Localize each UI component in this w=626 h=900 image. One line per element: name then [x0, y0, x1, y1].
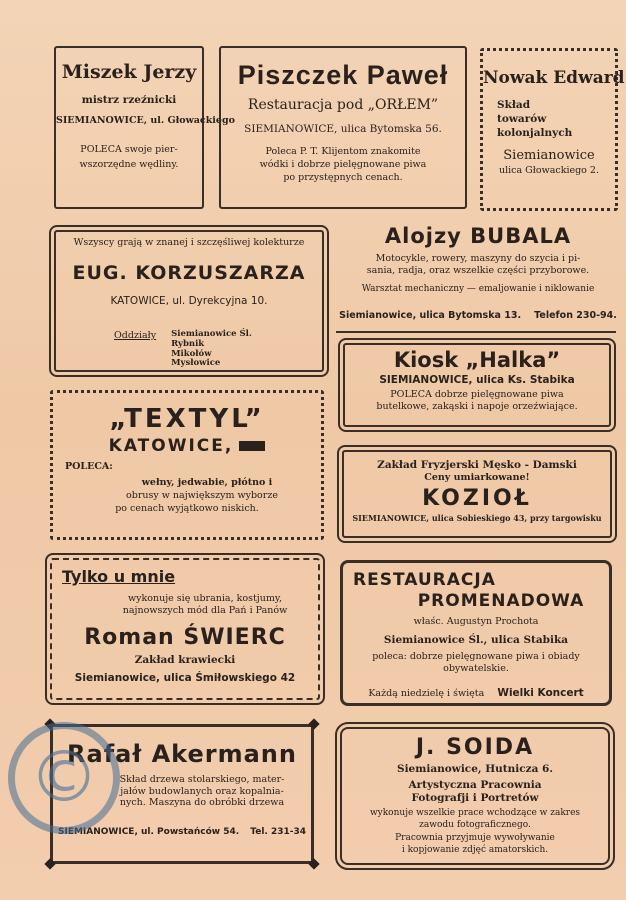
branches-label: Oddziały [114, 330, 157, 341]
branch-item: Rybnik [171, 338, 205, 349]
ad-text: RESTAURACJA [353, 570, 496, 590]
ad-text: wszorzędne wędliny. [79, 158, 179, 170]
ad-text: SIEMIANOWICE, ulica Bytomska 56. [244, 123, 442, 136]
ad-text: Siemianowice, ulica Śmiłowskiego 42 [74, 671, 296, 684]
ad-piszczek [219, 46, 467, 209]
ad-text: obrusy w największym wyborze [126, 490, 278, 502]
ad-text: POLECA swoje pier- [80, 143, 178, 155]
ad-name: „TEXTYL” [109, 404, 265, 434]
city: KATOWICE, [108, 435, 234, 456]
ad-text: Siemianowice, ulica Bytomska 13. [339, 310, 522, 322]
ad-bubala [336, 224, 620, 330]
ad-text: Restauracja pod „ORŁEM” [247, 97, 439, 114]
ad-text: butelkowe, zakąski i napoje orzeźwiające. [376, 401, 578, 413]
ad-text: właśc. Augustyn Prochota [413, 616, 539, 628]
ad-text: Skład [497, 98, 531, 111]
ad-head: Tylko u mnie [62, 567, 176, 586]
ad-text: Ceny umiarkowane! [424, 472, 530, 484]
ad-text [53, 437, 321, 457]
ad-name: EUG. KORZUSZARZA [72, 261, 306, 284]
ad-kiosk-halka [343, 343, 611, 427]
ad-text: jałów budowlanych oraz kopalnia- [120, 785, 284, 797]
ad-name: Nowak Edward [483, 68, 625, 88]
ink-bar [239, 441, 265, 451]
ad-text: Telefon 230-94. [534, 310, 617, 322]
ad-text: mistrz rzeźnicki [81, 93, 177, 106]
ad-name: Miszek Jerzy [61, 61, 197, 83]
ad-text: poleca: dobrze pielęgnowane piwa i obiady [372, 651, 580, 663]
ad-text: obywatelskie. [443, 663, 509, 674]
ad-text: wykonuje wszelkie prace wchodzące w zakres [369, 808, 581, 819]
ad-text: najnowszych mód dla Pań i Panów [122, 605, 288, 617]
ad-text: kolonjalnych [497, 126, 573, 139]
ad-soida [340, 727, 610, 865]
divider-line [336, 331, 616, 333]
ad-text: Siemianowice, Hutnicza 6. [396, 763, 553, 776]
ad-text: Artystyczna Pracownia [408, 779, 542, 792]
ad-text: Warsztat mechaniczny — emaljowanie i niklowanie [361, 283, 595, 294]
ad-textyl [50, 390, 324, 540]
ad-text: Siemianowice [503, 147, 595, 163]
ad-text: Skład drzewa stolarskiego, mater- [119, 773, 285, 785]
ad-name: Piszczek Paweł [237, 60, 449, 90]
ad-text: SIEMIANOWICE, ulica Sobieskiego 43, przy targowisku [352, 513, 602, 524]
ad-name: KOZIOŁ [422, 485, 532, 511]
ad-text: SIEMIANOWICE, ul. Powstańców 54. [57, 827, 240, 838]
branches-block [114, 330, 314, 369]
ad-text: Wszyscy grają w znanej i szczęśliwej kolekturze [73, 237, 305, 248]
ad-text: Fotografji i Portretów [411, 792, 539, 805]
ad-text: Zakład krawiecki [134, 653, 236, 666]
ad-text: zawodu fotograficznego. [419, 819, 531, 830]
ad-text: Zakład Fryzjerski Męsko - Damski [377, 459, 577, 471]
branch-item: Mysłowice [171, 358, 221, 369]
branch-item: Siemianowice Śl. [171, 329, 252, 339]
ad-text: Siemianowice Śl., ulica Stabika [383, 634, 569, 647]
ad-text: towarów [497, 112, 547, 125]
ad-korzuszarza [54, 230, 324, 372]
address-row [336, 303, 620, 322]
ad-text: po przystępnych cenach. [283, 172, 403, 184]
ad-name: PROMENADOWA [417, 590, 585, 611]
ad-koziol [342, 450, 612, 538]
ad-text: Poleca P. T. Klijentom znakomite [265, 146, 421, 158]
ad-text: wełny, jedwabie, płótno i [141, 477, 273, 489]
ad-swierc [50, 558, 320, 700]
ad-text: Motocykle, rowery, maszyny do szycia i pi- [375, 253, 581, 265]
ad-text: wódki i dobrze pielęgnowane piwa [259, 159, 427, 171]
ad-text: wykonuje się ubrania, kostjumy, [128, 593, 282, 605]
ad-text: POLECA dobrze pielęgnowane piwa [390, 389, 564, 401]
ad-name: Rafał Akermann [67, 740, 297, 768]
branch-item: Mikołów [171, 348, 212, 359]
ad-name: Roman ŚWIERC [84, 625, 286, 651]
ad-name: Kiosk „Halka” [393, 348, 561, 372]
ad-text: Tel. 231-34 [250, 827, 307, 838]
ad-text: sania, radja, oraz wszelkie części przyborowe. [366, 265, 590, 277]
ad-name: J. SOIDA [415, 735, 535, 760]
ad-text: Pracownia przyjmuje wywoływanie [395, 833, 555, 844]
ad-miszek [54, 46, 235, 209]
ad-text: Wielki Koncert [497, 686, 584, 699]
ad-nowak [480, 48, 625, 211]
concert-row [343, 681, 609, 700]
ad-promenadowa [340, 560, 612, 706]
ad-name: Alojzy BUBALA [384, 224, 572, 248]
ad-text: POLECA: [65, 461, 113, 473]
branches-list [171, 330, 252, 369]
copyright-watermark-icon: © [8, 722, 120, 834]
ad-text: SIEMIANOWICE, ulica Ks. Stabika [379, 374, 575, 387]
ad-text: ulica Głowackiego 2. [498, 164, 599, 176]
ad-text: po cenach wyjątkowo niskich. [115, 503, 259, 515]
ad-text: i kopjowanie zdjęć amatorskich. [401, 844, 549, 855]
ad-text: KATOWICE, ul. Dyrekcyjna 10. [110, 294, 268, 307]
ad-text: Każdą niedzielę i święta [368, 687, 485, 699]
ad-text: nych. Maszyna do obróbki drzewa [119, 797, 285, 809]
ad-text: SIEMIANOWICE, ul. Głowackiego [56, 114, 235, 126]
